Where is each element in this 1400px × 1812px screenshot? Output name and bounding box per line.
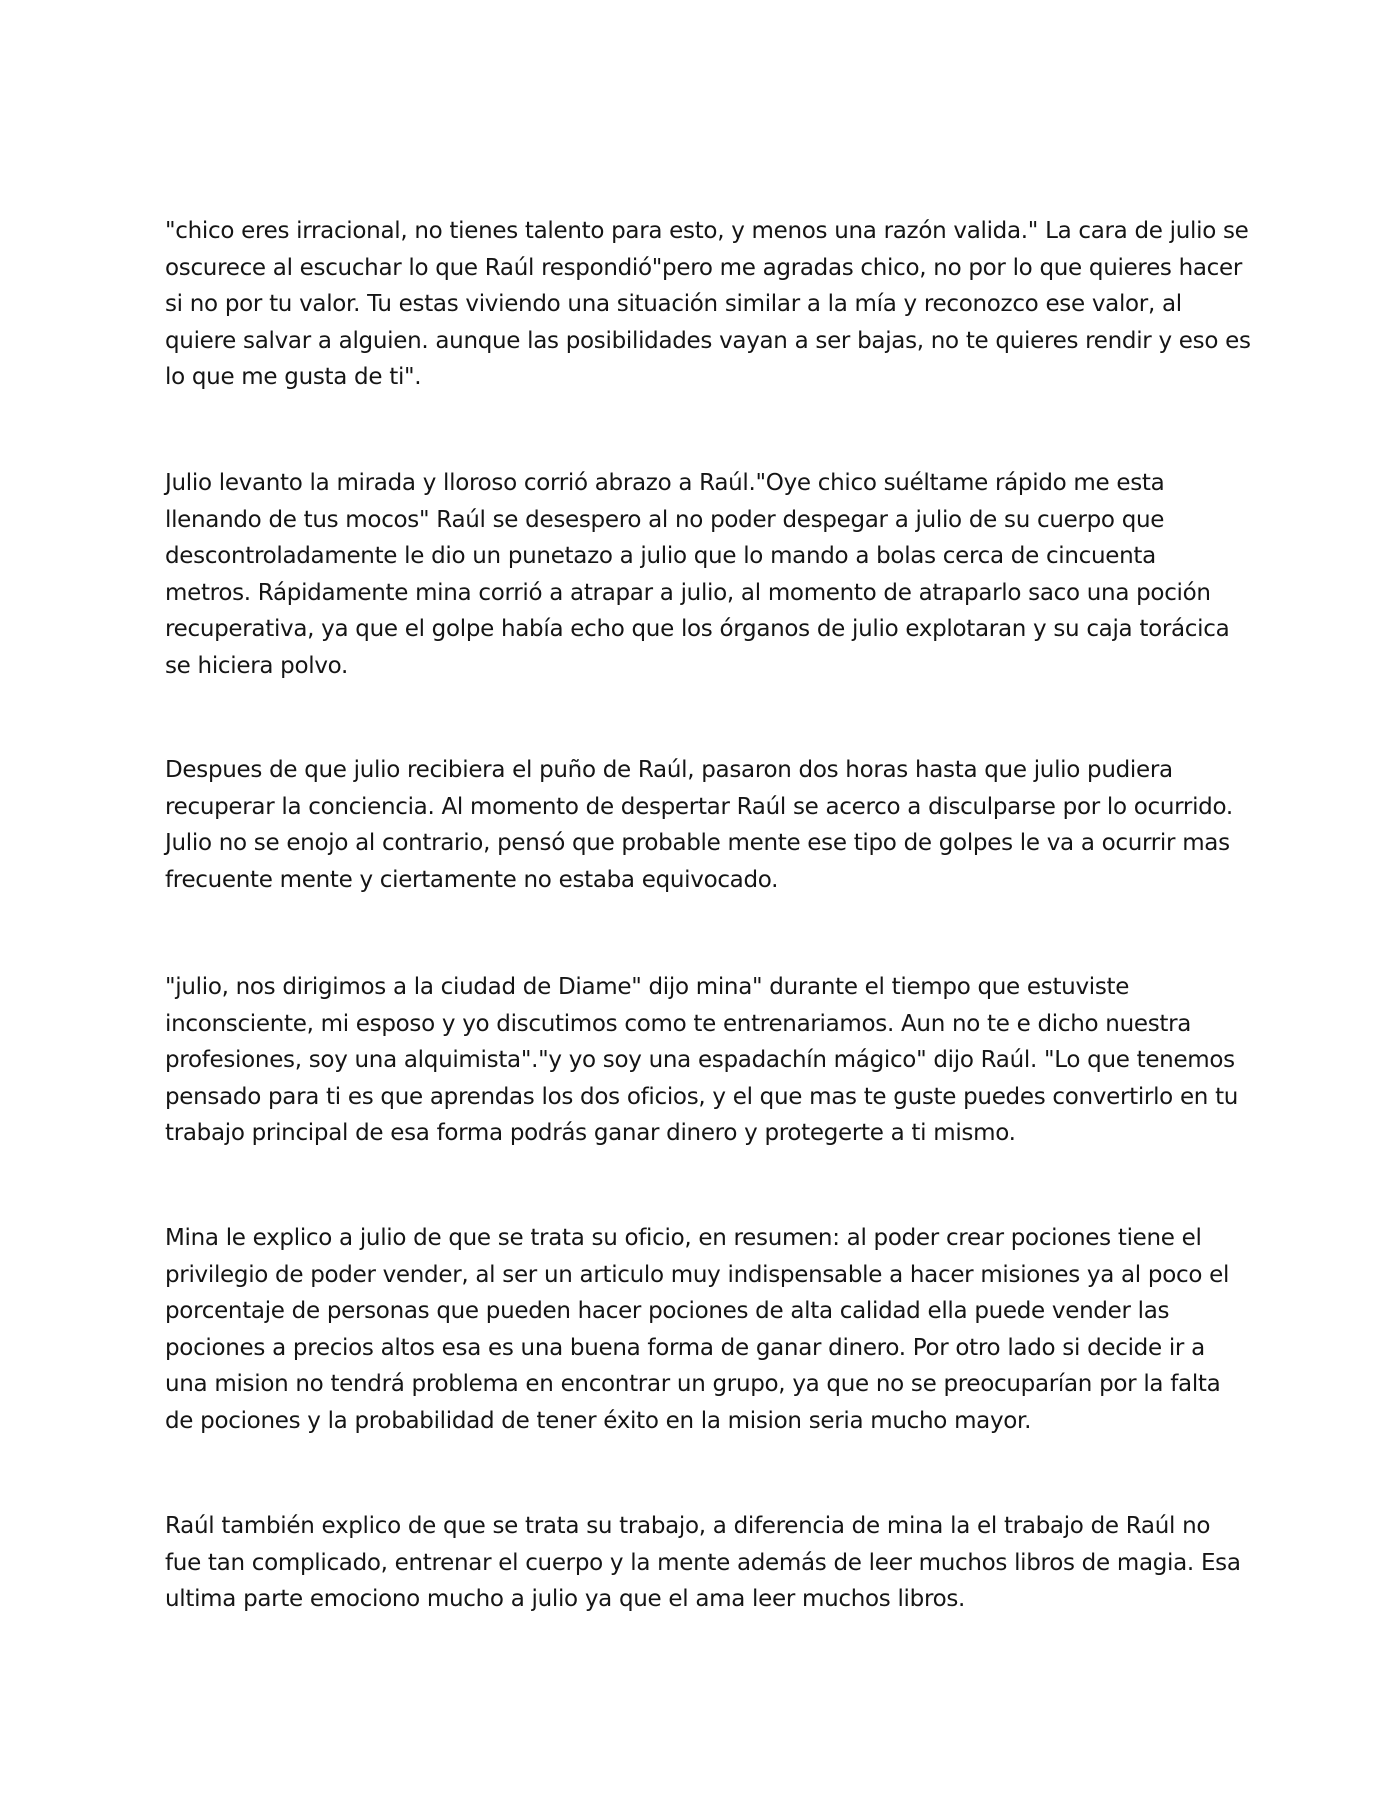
paragraph-line: Mina le explico a julio de que se trata su oficio, en resumen: al poder crear pociones tiene el — [165, 1225, 1202, 1251]
paragraph-line: oscurece al escuchar lo que Raúl respondió"pero me agradas chico, no por lo que quieres hacer — [165, 254, 1243, 281]
paragraph-line: pociones a precios altos esa es una buena forma de ganar dinero. Por otro lado si decide ir a — [165, 1334, 1205, 1361]
paragraph-line: Julio no se enojo al contrario, pensó que probable mente ese tipo de golpes le va a ocurrir mas — [165, 830, 1230, 856]
paragraph-line: "chico eres irracional, no tienes talento para esto, y menos una razón valida." La cara de julio se — [165, 218, 1249, 244]
paragraph-line: trabajo principal de esa forma podrás ganar dinero y protegerte a ti mismo. — [165, 1120, 1016, 1146]
paragraph-line: una mision no tendrá problema en encontrar un grupo, ya que no se preocuparían por la falta — [165, 1371, 1221, 1397]
paragraph-line: Despues de que julio recibiera el puño de Raúl, pasaron dos horas hasta que julio pudiera — [165, 757, 1173, 783]
paragraph-line: privilegio de poder vender, al ser un articulo muy indispensable a hacer misiones ya al poco el — [165, 1261, 1230, 1288]
paragraph-line: de pociones y la probabilidad de tener éxito en la mision seria mucho mayor. — [165, 1407, 1032, 1434]
paragraph-line: metros. Rápidamente mina corrió a atrapar a julio, al momento de atraparlo saco una poción — [165, 579, 1211, 606]
paragraph-line: porcentaje de personas que pueden hacer pociones de alta calidad ella puede vender las — [165, 1298, 1170, 1324]
paragraph-line: profesiones, soy una alquimista"."y yo soy una espadachín mágico" dijo Raúl. "Lo que tenemos — [165, 1047, 1235, 1073]
paragraph-line: Raúl también explico de que se trata su trabajo, a diferencia de mina la el trabajo de Raúl no — [165, 1513, 1211, 1539]
paragraph-5 — [165, 1220, 1245, 1439]
paragraph-line: se hiciera polvo. — [165, 652, 349, 679]
paragraph-line: Julio levanto la mirada y lloroso corrió abrazo a Raúl."Oye chico suéltame rápido me esta — [165, 470, 1165, 496]
paragraph-line: lo que me gusta de ti". — [165, 364, 422, 390]
paragraph-line: descontroladamente le dio un punetazo a julio que lo mando a bolas cerca de cincuenta — [165, 543, 1156, 569]
paragraph-2 — [165, 465, 1245, 684]
paragraph-line: ultima parte emociono mucho a julio ya que el ama leer muchos libros. — [165, 1586, 966, 1612]
paragraph-line: "julio, nos dirigimos a la ciudad de Diame" dijo mina" durante el tiempo que estuviste — [165, 974, 1130, 1000]
paragraph-line: frecuente mente y ciertamente no estaba equivocado. — [165, 866, 779, 893]
paragraph-line: si no por tu valor. Tu estas viviendo una situación similar a la mía y reconozco ese valor, al — [165, 291, 1182, 317]
paragraph-4 — [165, 969, 1245, 1152]
paragraph-line: quiere salvar a alguien. aunque las posibilidades vayan a ser bajas, no te quieres rendir y eso es — [165, 327, 1251, 354]
paragraph-1 — [165, 213, 1251, 396]
paragraph-line: llenando de tus mocos" Raúl se desespero al no poder despegar a julio de su cuerpo que — [165, 506, 1165, 533]
paragraph-line: recuperar la conciencia. Al momento de despertar Raúl se acerco a disculparse por lo ocurrido. — [165, 793, 1233, 820]
paragraph-line: pensado para ti es que aprendas los dos oficios, y el que mas te guste puedes convertirlo en tu — [165, 1083, 1239, 1110]
paragraph-6 — [165, 1508, 1245, 1618]
paragraph-line: inconsciente, mi esposo y yo discutimos como te entrenariamos. Aun no te e dicho nuestra — [165, 1010, 1192, 1037]
paragraph-3 — [165, 752, 1245, 898]
paragraph-line: recuperativa, ya que el golpe había echo que los órganos de julio explotaran y su caja torácica — [165, 616, 1230, 642]
paragraph-line: fue tan complicado, entrenar el cuerpo y la mente además de leer muchos libros de magia. Esa — [165, 1549, 1241, 1576]
